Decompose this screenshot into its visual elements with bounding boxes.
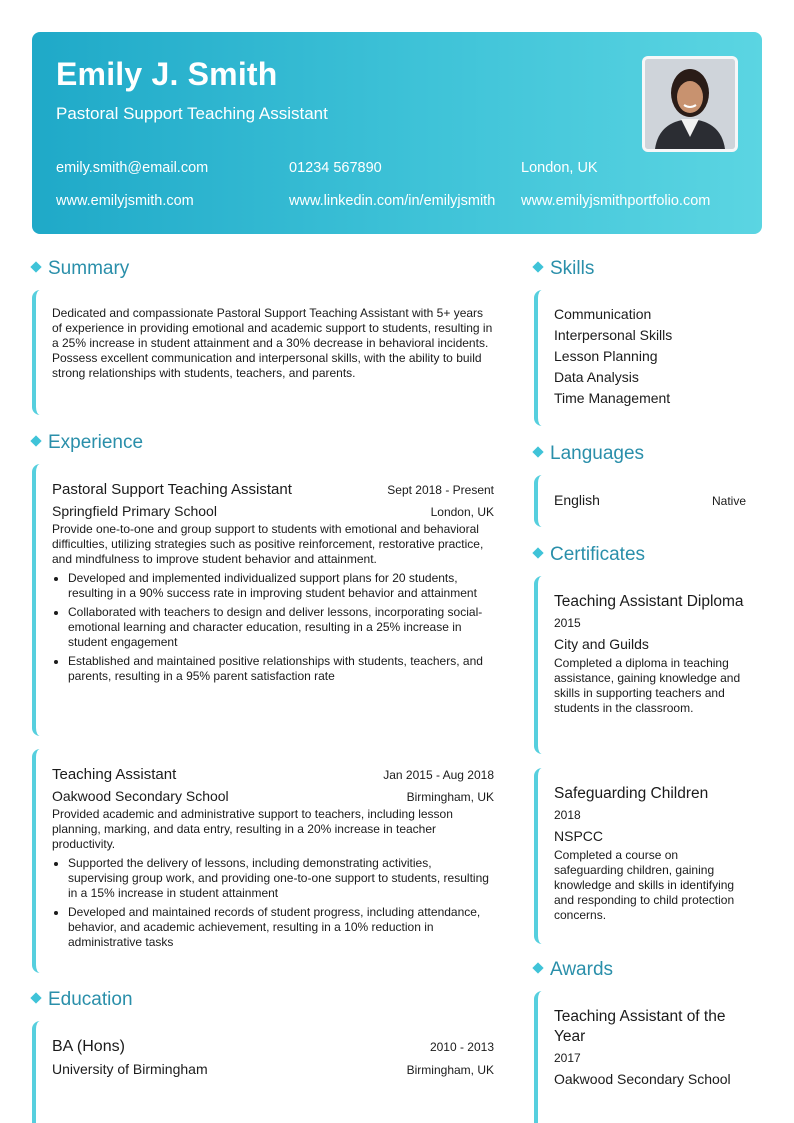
diamond-icon <box>532 547 543 558</box>
language-name: English <box>554 492 600 508</box>
job-location: Birmingham, UK <box>406 790 494 804</box>
award-year: 2017 <box>554 1051 581 1065</box>
certificates-heading: Certificates <box>534 544 645 566</box>
job-bullets <box>52 571 494 684</box>
summary-block <box>32 290 494 415</box>
certificate-description: Completed a course on safeguarding children, gaining knowledge and skills in identifying and responding to child protection concerns. <box>554 848 735 922</box>
certificate-description: Completed a diploma in teaching assistance, gaining knowledge and skills in supporting teachers and students in the classroom. <box>554 656 741 715</box>
experience-heading: Experience <box>32 432 143 454</box>
resume-header <box>32 32 762 234</box>
award-entry <box>534 991 746 1123</box>
contact-linkedin[interactable]: www.linkedin.com/in/emilyjsmith <box>289 193 496 209</box>
skill-item: Lesson Planning <box>554 348 658 364</box>
job-bullet: • Developed and maintained records of student progress, including attendance, behavior, and academic achievement, resulting in a 10% reduction in administrative tasks <box>68 905 494 950</box>
certificate-year: 2015 <box>554 616 581 630</box>
education-school: University of Birmingham <box>52 1061 208 1077</box>
certificate-issuer: NSPCC <box>554 828 604 844</box>
summary-text: Dedicated and compassionate Pastoral Support Teaching Assistant with 5+ years of experience in providing emotional and academic support to students, resulting in a 25% increase in student attainment and a 30% decrease in behavioral incidents. Possess excellent communication and interpersonal skills, with the ability to build strong relationships with students, teachers, and parents. <box>52 306 493 380</box>
diamond-icon <box>532 962 543 973</box>
certificate-title: Teaching Assistant Diploma <box>554 593 744 610</box>
summary-heading: Summary <box>32 258 129 280</box>
job-description: Provided academic and administrative support to teachers, including lesson planning, marking, and data entry, resulting in a 20% increase in teacher productivity. <box>52 807 453 851</box>
skills-heading: Skills <box>534 258 594 280</box>
diamond-icon <box>30 435 41 446</box>
languages-block <box>534 475 746 527</box>
job-employer: Oakwood Secondary School <box>52 788 229 804</box>
job-entry <box>32 749 494 973</box>
languages-heading: Languages <box>534 443 644 465</box>
job-bullet: • Established and maintained positive relationships with students, teachers, and parents, resulting in a 95% parent satisfaction rate <box>68 654 494 684</box>
education-location: Birmingham, UK <box>406 1063 494 1077</box>
certificate-title: Safeguarding Children <box>554 785 709 802</box>
contact-portfolio[interactable]: www.emilyjsmithportfolio.com <box>521 193 711 209</box>
certificate-issuer: City and Guilds <box>554 636 649 652</box>
skill-item: Communication <box>554 306 652 322</box>
job-dates: Sept 2018 - Present <box>387 483 494 497</box>
contact-location: London, UK <box>521 160 598 176</box>
certificate-year: 2018 <box>554 808 581 822</box>
job-entry <box>32 464 494 736</box>
certificate-entry <box>534 576 746 754</box>
diamond-icon <box>30 992 41 1003</box>
education-dates: 2010 - 2013 <box>429 1040 494 1054</box>
contact-website[interactable]: www.emilyjsmith.com <box>56 193 194 209</box>
job-bullet: • Supported the delivery of lessons, including demonstrating activities, supervising group work, and providing one-to-one support to students, resulting in a 15% increase in student attainment <box>68 856 494 901</box>
certificate-entry <box>534 768 746 944</box>
job-title: Teaching Assistant <box>52 766 177 783</box>
skill-item: Time Management <box>554 390 671 406</box>
profile-photo <box>642 56 738 152</box>
job-description: Provide one-to-one and group support to students with emotional and behavioral difficulties, utilizing strategies such as positive reinforcement, restorative practice, and mindfulness to improve student behavior and attainment. <box>52 522 484 566</box>
job-employer: Springfield Primary School <box>52 503 217 519</box>
diamond-icon <box>532 446 543 457</box>
education-entry <box>32 1021 494 1123</box>
awards-heading: Awards <box>534 959 613 981</box>
skills-block <box>534 290 746 426</box>
language-level: Native <box>711 494 746 508</box>
diamond-icon <box>30 261 41 272</box>
job-bullet: • Developed and implemented individualized support plans for 20 students, resulting in a 90% success rate in improving student behavior and attainment <box>68 571 494 601</box>
candidate-title: Pastoral Support Teaching Assistant <box>56 104 328 123</box>
award-title: Teaching Assistant of the Year <box>554 1008 726 1045</box>
award-issuer: Oakwood Secondary School <box>554 1071 731 1087</box>
job-title: Pastoral Support Teaching Assistant <box>52 481 292 498</box>
skill-item: Interpersonal Skills <box>554 327 673 343</box>
skill-item: Data Analysis <box>554 369 639 385</box>
education-heading: Education <box>32 989 133 1011</box>
job-bullets <box>52 856 494 950</box>
contact-email[interactable]: emily.smith@email.com <box>56 160 209 176</box>
profile-photo-image <box>645 59 735 149</box>
contact-phone: 01234 567890 <box>289 160 382 176</box>
job-bullet: • Collaborated with teachers to design and deliver lessons, incorporating social-emotional learning and character education, resulting in a 25% increase in student engagement <box>68 605 494 650</box>
candidate-name: Emily J. Smith <box>56 56 278 92</box>
job-dates: Jan 2015 - Aug 2018 <box>383 768 494 782</box>
job-location: London, UK <box>430 505 494 519</box>
education-degree: BA (Hons) <box>52 1038 125 1055</box>
diamond-icon <box>532 261 543 272</box>
